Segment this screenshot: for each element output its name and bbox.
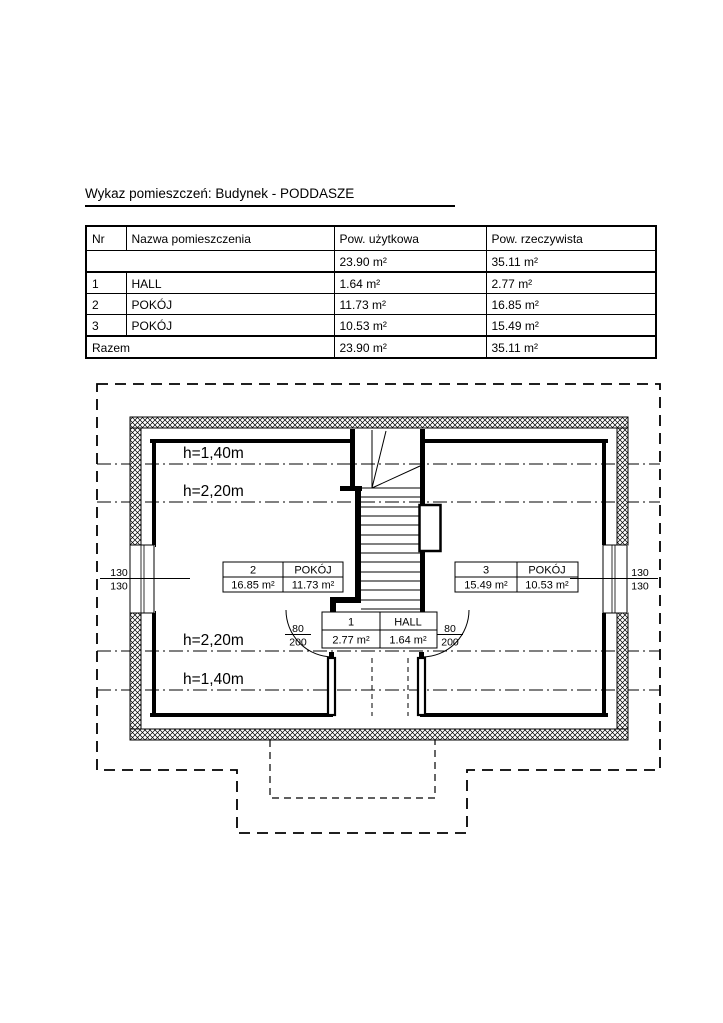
room2-area-usable: 11.73 m²	[291, 579, 335, 592]
page-title: Wykaz pomieszczeń: Budynek - PODDASZE	[85, 186, 455, 207]
summary-real: 35.11 m²	[486, 251, 656, 273]
room3-nr: 3	[482, 564, 490, 577]
room2-nr: 2	[249, 564, 257, 577]
room3-area-real: 15.49 m²	[464, 579, 508, 592]
summary-usable: 23.90 m²	[334, 251, 486, 273]
height-label-140-top: h=1,40m	[183, 445, 244, 462]
stair-wall-bottom-stub	[330, 603, 336, 612]
hall-label-box	[322, 612, 437, 648]
table-header-real: Pow. rzeczywista	[486, 226, 656, 251]
stair-wall-bottom-jog	[330, 597, 361, 603]
cell-name: POKÓJ	[126, 315, 334, 337]
room2-name: POKÓJ	[294, 564, 332, 577]
total-real: 35.11 m²	[486, 336, 656, 358]
hall-name: HALL	[394, 616, 422, 629]
door-jamb-right	[418, 658, 425, 715]
door-stop-right	[419, 652, 424, 657]
stairs	[361, 430, 420, 609]
dim-value: 80	[292, 623, 304, 635]
room3-name: POKÓJ	[528, 564, 566, 577]
wall-bottom	[130, 729, 628, 740]
cell-real: 16.85 m²	[486, 294, 656, 315]
entrance-outline	[270, 740, 435, 798]
dim-value: 200	[289, 636, 307, 649]
dim-value: 130	[631, 567, 649, 579]
height-label-220-bottom: h=2,20m	[183, 632, 244, 649]
wall-right-upper	[617, 428, 628, 545]
height-label-220-top: h=2,20m	[183, 483, 244, 500]
cell-nr: 2	[86, 294, 126, 315]
door-stop-left	[329, 652, 334, 657]
total-usable: 23.90 m²	[334, 336, 486, 358]
cell-real: 2.77 m²	[486, 272, 656, 294]
room2-area-real: 16.85 m²	[231, 579, 275, 592]
dim-value: 80	[444, 623, 456, 635]
cell-name: HALL	[126, 272, 334, 294]
room3-label-box	[455, 562, 578, 592]
cell-usable: 1.64 m²	[334, 272, 486, 294]
cell-usable: 11.73 m²	[334, 294, 486, 315]
height-label-140-bottom: h=1,40m	[183, 671, 244, 688]
dim-value: 130	[110, 580, 128, 593]
room2-label-box	[223, 562, 343, 592]
table-header-name: Nazwa pomieszczenia	[126, 226, 334, 251]
cell-real: 15.49 m²	[486, 315, 656, 337]
stairwell-walls	[330, 429, 425, 612]
hall-area-usable: 1.64 m²	[389, 634, 427, 647]
dim-value: 130	[110, 567, 128, 579]
total-label: Razem	[86, 336, 334, 358]
hall-area-real: 2.77 m²	[332, 634, 370, 647]
chimney	[420, 505, 441, 551]
door-jamb-left	[328, 658, 335, 715]
hall-door-jambs	[328, 652, 425, 715]
dim-value: 200	[441, 636, 459, 649]
cell-nr: 3	[86, 315, 126, 337]
stair-wall-left-stub	[350, 429, 355, 490]
hall-nr: 1	[347, 616, 355, 629]
cell-name: POKÓJ	[126, 294, 334, 315]
wall-top	[130, 417, 628, 428]
wall-left-lower	[130, 613, 141, 729]
stair-winders	[372, 430, 420, 488]
cell-usable: 10.53 m²	[334, 315, 486, 337]
cell-nr: 1	[86, 272, 126, 294]
room3-area-usable: 10.53 m²	[525, 579, 569, 592]
table-header-nr: Nr	[86, 226, 126, 251]
dim-value: 130	[631, 580, 649, 593]
dim-door-right	[437, 623, 463, 649]
wall-right-lower	[617, 613, 628, 729]
hall-dashed-lines	[372, 658, 408, 716]
wall-left-upper	[130, 428, 141, 545]
stair-treads	[361, 488, 420, 609]
stair-wall-left	[355, 491, 361, 601]
table-header-usable: Pow. użytkowa	[334, 226, 486, 251]
stair-wall-jog	[340, 486, 362, 491]
